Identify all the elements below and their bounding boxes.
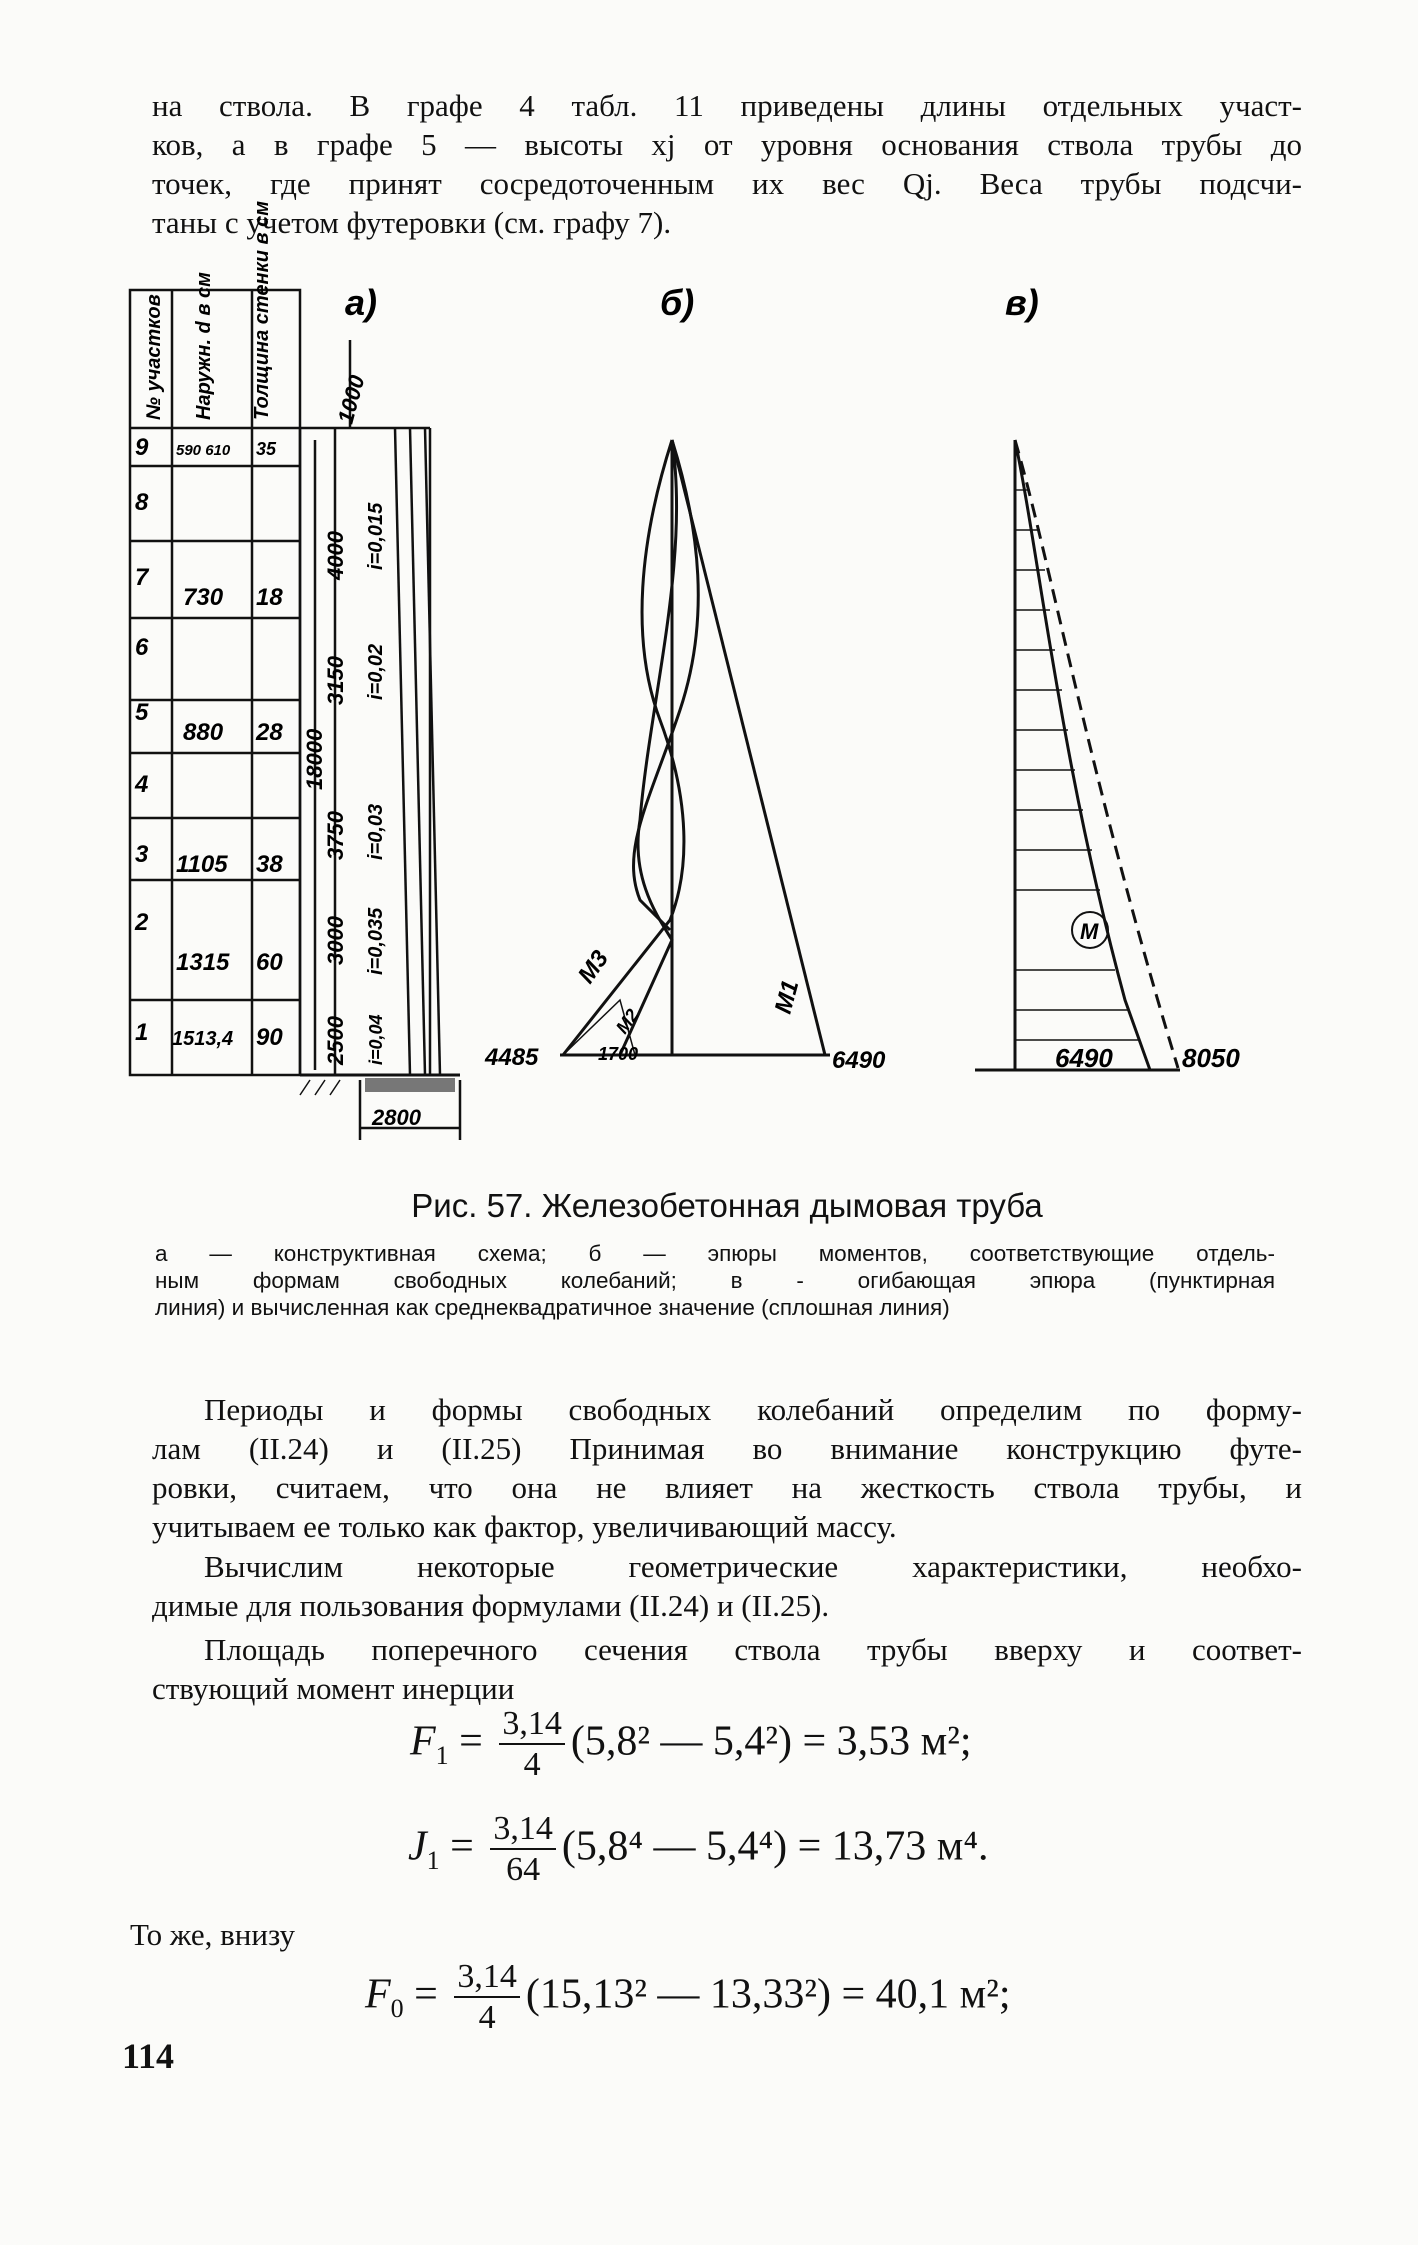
moment-m2-label: M2 [611,1005,643,1038]
caption-line: а — конструктивная схема; б — эпюры моментов, соответствующие отдель- [155,1241,1275,1266]
caption-line: линия) и вычисленная как среднеквадратичное значение (сплошная линия) [155,1295,950,1320]
moment-left-value: 4485 [485,1044,539,1071]
text-line: точек, где принят сосредоточенным их вес Qj. Веса трубы подсчи- [152,166,1302,201]
paragraph-4 [130,1915,1280,1954]
slope-label: i=0,04 [366,1014,386,1065]
row-diameter: 1105 [176,851,228,878]
formula-lhs: F [365,1971,391,2018]
row-number: 4 [135,771,149,798]
dim-top: 1000 [332,372,370,427]
row-diameter: 880 [183,719,224,746]
slope-label: i=0,02 [365,643,387,700]
row-diameter: 1513,4 [172,1028,234,1050]
text-line: учитываем ее только как фактор, увеличивающий массу. [152,1509,897,1544]
text-line: ков, а в графе 5 — высоты xj от уровня основания ствола трубы до [152,127,1302,162]
row-thickness: 90 [256,1024,283,1051]
formula-sub: 1 [426,1846,440,1876]
fraction-denominator: 64 [506,1851,541,1888]
header-thickness: Толщина стенки в см [251,200,273,420]
text-line: То же, внизу [130,1917,296,1952]
row-diameter: 590 610 [176,442,231,459]
text-line: ствующий момент инерции [152,1671,515,1706]
dim-4000: 4000 [323,531,348,580]
text-line: таны с учетом футеровки (см. графу 7). [152,205,672,240]
row-number: 2 [135,909,149,936]
paragraph-2 [152,1547,1302,1625]
text-line: ровки, считаем, что она не влияет на жесткость ствола трубы, и [152,1470,1302,1505]
row-number: 5 [135,699,149,726]
fraction-denominator: 4 [523,1746,541,1783]
caption-line: ным формам свободных колебаний; в - огибающая эпюра (пунктирная [155,1268,1275,1293]
formula-f0: $F_0$ = $\frac{3,14}{4}$ (15,13² — 13,33²) = 40,1 м²; [365,1958,1011,2036]
row-number: 1 [135,1019,149,1046]
fraction [499,1705,565,1785]
fraction-denominator: 4 [478,1999,496,2036]
envelope-m-label: M [1080,919,1099,944]
header-no: № участков [143,294,165,420]
row-number: 8 [135,489,149,516]
panel-b-label: б) [660,282,695,323]
text-line: на ствола. В графе 4 табл. 11 приведены длины отдельных участ- [152,88,1302,123]
formula-sub: 0 [390,1994,404,2024]
formula-lhs: J [408,1823,427,1870]
moment-right-value: 6490 [832,1047,886,1074]
formula-j1: $J_1$ = $\frac{3,14}{64}$ (5,8⁴ — 5,4⁴) = 13,73 м⁴. [408,1810,989,1888]
row-number: 3 [135,841,149,868]
page-number: 114 [122,2036,175,2076]
text-line: Периоды и формы свободных колебаний определим по форму- [204,1392,1302,1427]
slope-label: i=0,015 [365,502,387,570]
dim-3750: 3750 [323,811,348,860]
paragraph-3 [152,1630,1302,1708]
row-thickness: 28 [256,719,283,746]
row-number: 6 [135,634,149,661]
text-line: Вычислим некоторые геометрические характеристики, необхо- [204,1549,1302,1584]
formula-lhs: F [410,1718,436,1765]
row-diameter: 730 [183,584,224,611]
row-thickness: 60 [256,949,283,976]
panel-c-label: в) [1005,282,1039,323]
row-number: 7 [135,564,149,591]
text-line: димые для пользования формулами (II.24) и (II.25). [152,1588,830,1623]
formula-sub: 1 [435,1741,449,1771]
dim-3150: 3150 [323,656,348,705]
panel-a-label: а) [345,282,378,323]
row-diameter: 1315 [176,949,230,976]
dim-2500: 2500 [323,1016,348,1065]
row-thickness: 35 [256,439,277,459]
dim-3000: 3000 [323,916,348,965]
slope-label: i=0,035 [365,907,387,975]
row-thickness: 38 [256,851,283,878]
moment-m3-label: M3 [572,945,615,989]
envelope-left-value: 6490 [1055,1043,1113,1073]
fraction [454,1958,520,2038]
text-line: лам (II.24) и (II.25) Принимая во внимание конструкцию футе- [152,1431,1302,1466]
formula-rhs: (5,8⁴ — 5,4⁴) = 13,73 м⁴. [561,1823,989,1870]
fraction-numerator: 3,14 [490,1810,556,1850]
formula-rhs: (15,13² — 13,33²) = 40,1 м²; [525,1971,1011,2018]
formula-f1: $F_1$ = $\frac{3,14}{4}$ (5,8² — 5,4²) = 3,53 м²; [410,1705,972,1783]
fraction-numerator: 3,14 [454,1958,520,1998]
figure-caption-title: Рис. 57. Железобетонная дымовая труба [411,1187,1043,1224]
fraction [490,1810,556,1890]
row-thickness: 18 [256,584,283,611]
moment-m1-label: M1 [769,977,805,1017]
row-number: 9 [135,434,149,461]
fraction-numerator: 3,14 [499,1705,565,1745]
moment-inner-value: 1700 [598,1044,639,1064]
dim-total: 18000 [302,728,327,790]
figure-caption-body [155,1240,1275,1321]
formula-rhs: (5,8² — 5,4²) = 3,53 м²; [570,1718,972,1765]
envelope-right-value: 8050 [1182,1043,1240,1073]
envelope-diagram [975,440,1180,1070]
slope-label: i=0,03 [365,803,387,860]
paragraph-1 [152,1390,1302,1546]
dim-base: 2800 [372,1105,421,1130]
header-diameter: Наружн. d в см [193,272,215,420]
text-line: Площадь поперечного сечения ствола трубы вверху и соответ- [204,1632,1302,1667]
